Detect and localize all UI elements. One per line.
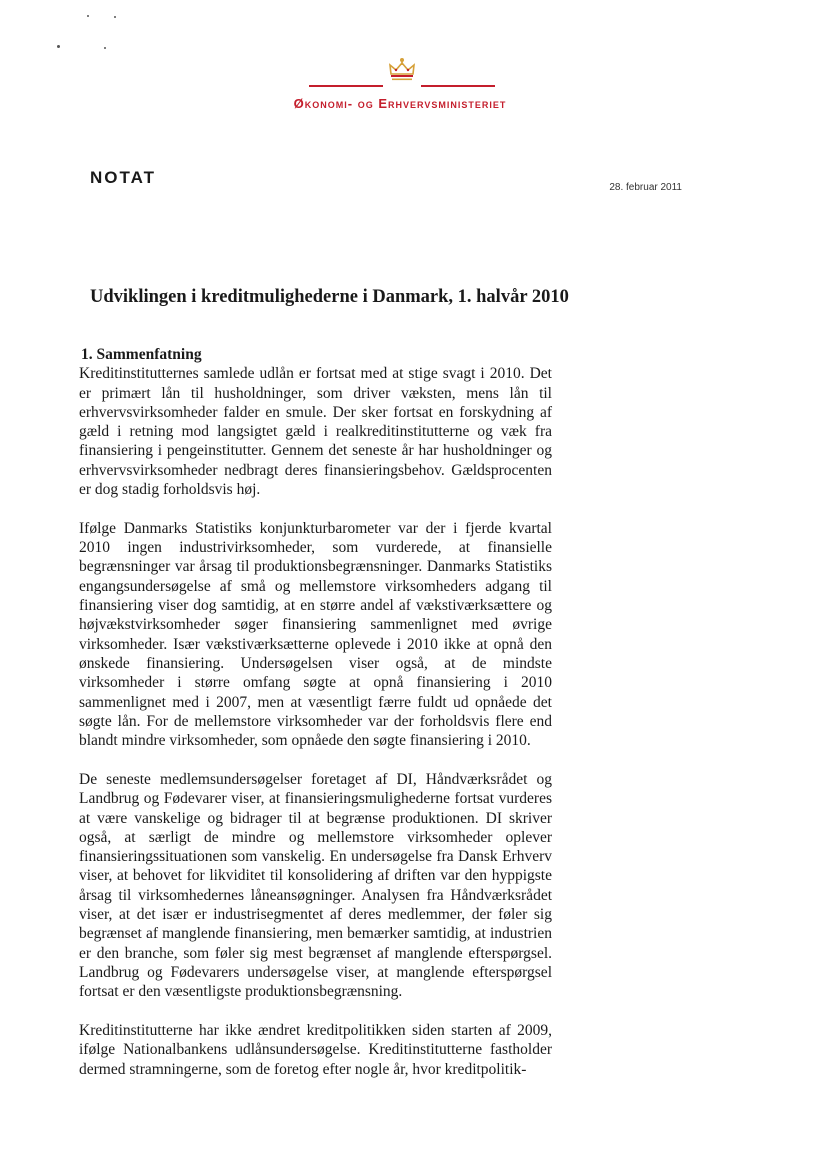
- letterhead-rule-left: [309, 85, 383, 87]
- document-title: Udviklingen i kreditmulighederne i Danmark, 1. halvår 2010: [90, 287, 569, 307]
- scan-speck: [57, 45, 60, 48]
- document-type: NOTAT: [90, 168, 157, 187]
- scan-speck: [87, 15, 89, 17]
- document-date: 28. februar 2011: [609, 182, 682, 193]
- scan-speck: [104, 47, 106, 49]
- crown-icon: [387, 57, 417, 83]
- paragraph: De seneste medlemsundersøgelser foretaget af DI, Håndværksrådet og Landbrug og Fødevarer viser, at finansieringsmulighederne fortsat vurderes at være vanskelige og bidrager til at begrænse produktionen. DI skriver også, at særligt de mindre og mellemstore virksomheder oplever finansieringssituationen som vanskelig. En undersøgelse fra Dansk Erhverv viser, at behovet for likviditet til konsolidering af driften var den hyppigste årsag til virksomhedernes låneansøgninger. Analysen fra Håndværksrådet viser, at det især er industrisegmentet af deres medlemmer, der føler sig begrænset af manglende finansiering, men bemærker samtidig, at industrien er den branche, som føler sig mest begrænset af manglende efterspørgsel. Landbrug og Fødevarers undersøgelse viser, at manglende efterspørgsel fortsat er den væsentligste produktionsbegrænsning.: [79, 770, 552, 1001]
- paragraph: Kreditinstitutterne har ikke ændret kreditpolitikken siden starten af 2009, ifølge Nationalbankens udlånsundersøgelse. Kreditinstitutterne fastholder dermed stramningerne, som de foretog efter nogle år, hvor kreditpolitik-: [79, 1022, 552, 1078]
- paragraph: Kreditinstitutternes samlede udlån er fortsat med at stige svagt i 2010. Det er primært lån til husholdninger, som driver væksten, mens lån til erhvervsvirksomheder falder en smule. Der sker fortsat en forskydning af gæld i retning mod langsigtet gæld i realkreditinstitutterne og væk fra finansiering i pengeinstitutter. Gennem det seneste år har husholdninger og erhvervsvirksomheder nedbragt deres finansieringsbehov. Gældsprocenten er dog stadig forholdsvis høj.: [79, 365, 552, 499]
- scan-speck: [114, 16, 116, 18]
- paragraph: Ifølge Danmarks Statistiks konjunkturbarometer var der i fjerde kvartal 2010 ingen industrivirksomheder, som vurderede, at finansielle begrænsninger var årsag til produktionsbegrænsninger. Danmarks Statistiks engangsundersøgelse af små og mellemstore virksomheders adgang til finansiering viser dog samtidig, at en større andel af vækstiværksættere og højvækstvirksomheder søger finansiering sammenlignet med øvrige virksomheder. Især vækstiværksætterne oplevede i 2010 ikke at opnå den ønskede finansiering. Undersøgelsen viser også, at de mindste virksomheder i større omfang søgte at opnå finansiering i 2010 sammenlignet med i 2007, men at væsentligt færre fuldt ud opnåede det søgte lån. For de mellemstore virksomheder var der forholdsvis flere end blandt mindre virksomheder, som opnåede den søgte finansiering i 2010.: [79, 519, 552, 750]
- letterhead-rule-right: [421, 85, 495, 87]
- document-body: [79, 345, 552, 1098]
- section-heading: 1. Sammenfatning: [81, 346, 202, 363]
- ministry-name: Økonomi- og Erhvervsministeriet: [293, 96, 507, 111]
